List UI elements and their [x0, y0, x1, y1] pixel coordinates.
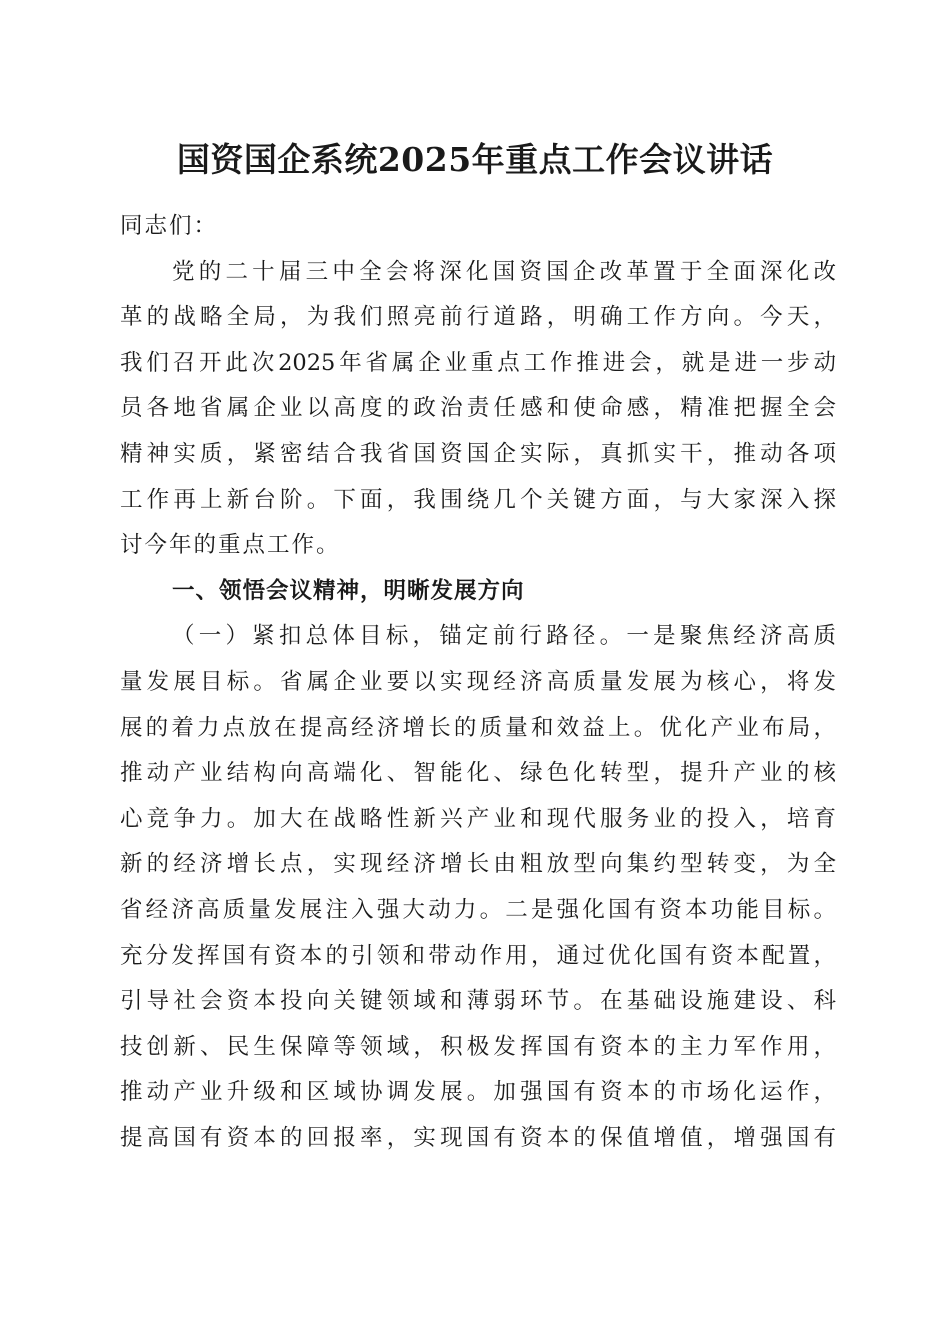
section-line: 充分发挥国有资本的引领和带动作用，通过优化国有资本配置，	[120, 942, 836, 969]
section-heading: 一、领悟会议精神，明晰发展方向	[172, 577, 525, 604]
intro-line: 我们召开此次2025年省属企业重点工作推进会，就是进一步动	[120, 349, 836, 376]
document-body	[120, 204, 836, 1161]
section-line: 推动产业结构向高端化、智能化、绿色化转型，提升产业的核	[120, 760, 836, 787]
intro-line: 革的战略全局，为我们照亮前行道路，明确工作方向。今天，	[120, 304, 836, 331]
section-line: 提高国有资本的回报率，实现国有资本的保值增值，增强国有	[120, 1124, 836, 1151]
section-line: 心竞争力。加大在战略性新兴产业和现代服务业的投入，培育	[120, 805, 836, 832]
section-line: 新的经济增长点，实现经济增长由粗放型向集约型转变，为全	[120, 851, 836, 878]
section-line: 推动产业升级和区域协调发展。加强国有资本的市场化运作，	[120, 1079, 836, 1106]
section-line: 量发展目标。省属企业要以实现经济高质量发展为核心，将发	[120, 668, 836, 695]
section-line: 技创新、民生保障等领域，积极发挥国有资本的主力军作用，	[120, 1033, 836, 1060]
intro-line: 党的二十届三中全会将深化国资国企改革置于全面深化改	[172, 258, 836, 285]
section-line: 省经济高质量发展注入强大动力。二是强化国有资本功能目标。	[120, 896, 836, 923]
intro-line: 讨今年的重点工作。	[120, 532, 341, 559]
intro-line: 员各地省属企业以高度的政治责任感和使命感，精准把握全会	[120, 395, 836, 422]
section-line: 引导社会资本投向关键领域和薄弱环节。在基础设施建设、科	[120, 988, 836, 1015]
intro-line: 精神实质，紧密结合我省国资国企实际，真抓实干，推动各项	[120, 440, 836, 467]
document-title: 国资国企系统2025年重点工作会议讲话	[176, 140, 774, 179]
section-line: （一）紧扣总体目标，锚定前行路径。一是聚焦经济高质	[172, 623, 836, 650]
intro-line: 工作再上新台阶。下面，我围绕几个关键方面，与大家深入探	[120, 486, 836, 513]
salutation: 同志们：	[120, 213, 219, 239]
section-line: 展的着力点放在提高经济增长的质量和效益上。优化产业布局，	[120, 714, 836, 741]
